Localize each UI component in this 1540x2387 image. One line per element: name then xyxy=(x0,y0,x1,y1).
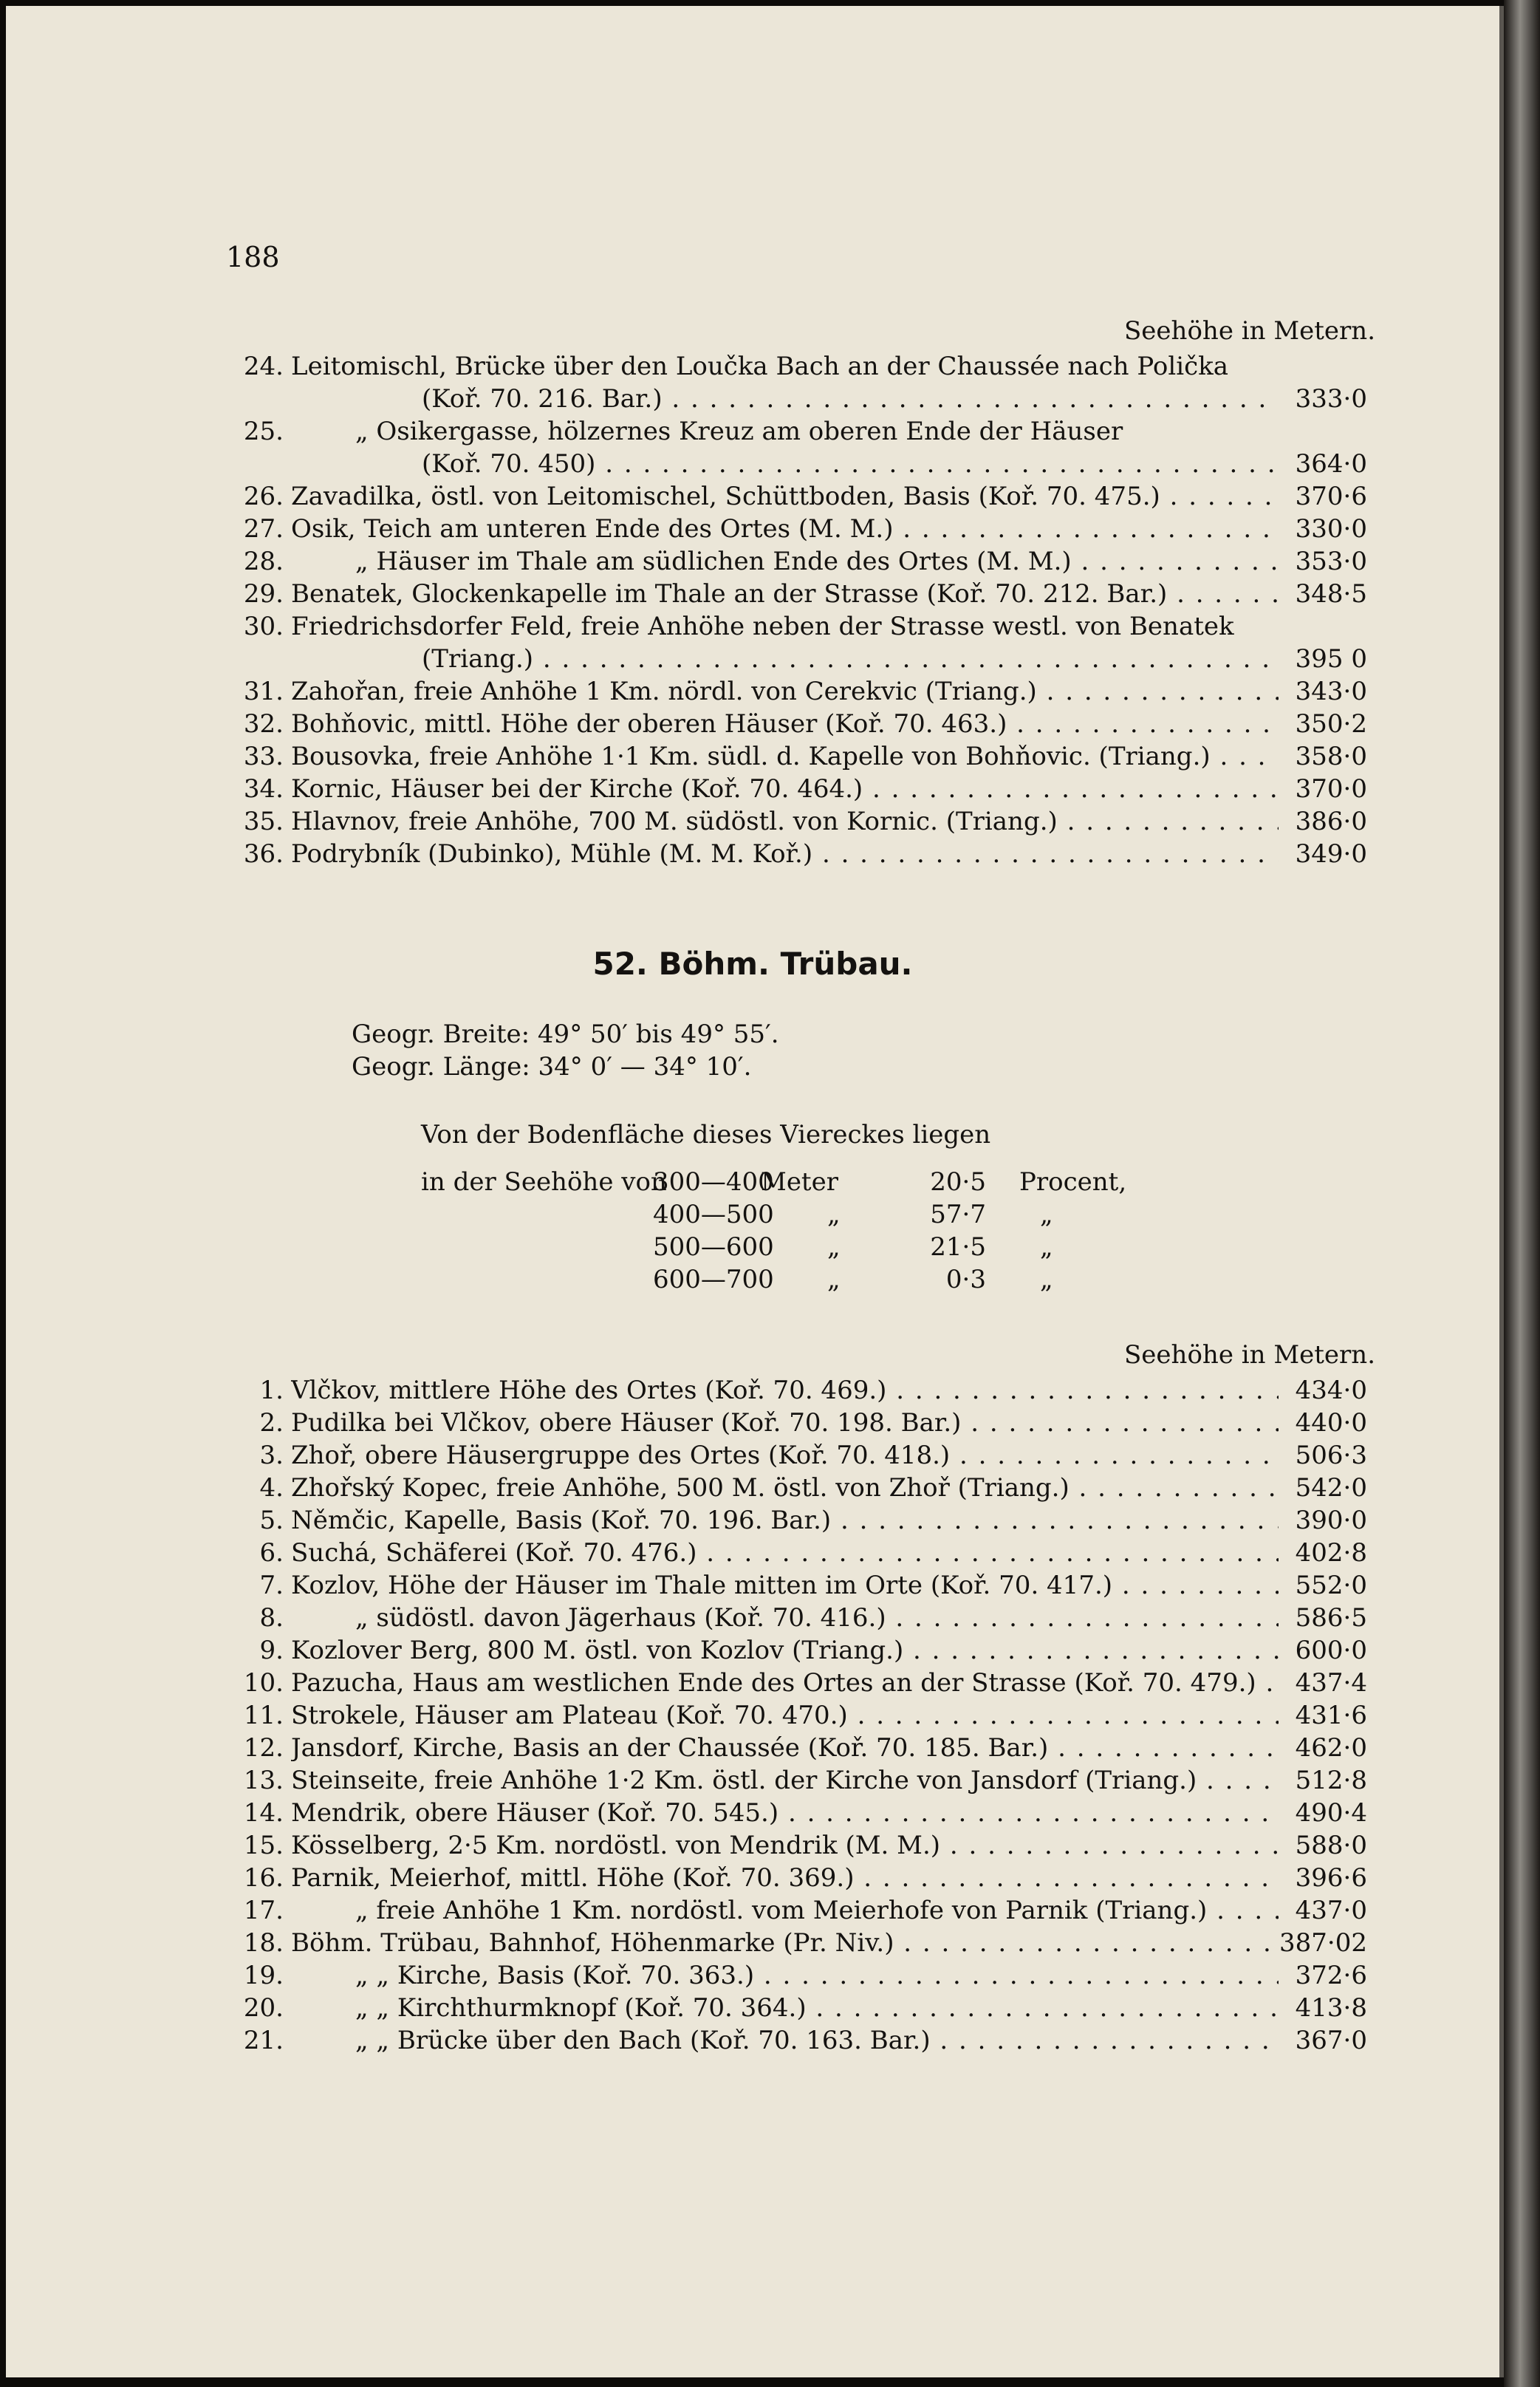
entry-number: 8. xyxy=(259,1603,284,1633)
entry-text: Friedrichsdorfer Feld, freie Anhöhe neben der Strasse westl. von Benatek xyxy=(291,612,1234,641)
entry-number: 34. xyxy=(243,774,284,804)
entry-text: „ südöstl. davon Jägerhaus (Koř. 70. 416.) . . . xyxy=(355,1602,1279,1634)
altitude-label: Procent, xyxy=(1019,1167,1127,1197)
altitude-range: 400—500 xyxy=(653,1200,774,1229)
book-spine-edge xyxy=(1504,0,1540,2387)
table-row xyxy=(226,480,1389,513)
entry-altitude: 600·0 xyxy=(1295,1636,1367,1665)
table-row xyxy=(226,1537,1389,1569)
entry-altitude: 387·02 xyxy=(1279,1928,1367,1958)
entry-altitude: 434·0 xyxy=(1295,1376,1367,1405)
entry-altitude: 330·0 xyxy=(1295,514,1367,544)
altitude-percent: 57·7 xyxy=(930,1200,986,1229)
entry-number: 10. xyxy=(243,1668,284,1698)
table-row xyxy=(226,1992,1389,2024)
entry-number: 1. xyxy=(259,1376,284,1405)
entry-text: „ Häuser im Thale am südlichen Ende des Ortes (M. M.) . . . xyxy=(355,545,1279,578)
entry-text: Podrybník (Dubinko), Mühle (M. M. Koř.) . . . xyxy=(291,838,1279,870)
entry-altitude: 386·0 xyxy=(1295,807,1367,836)
altitude-label: „ xyxy=(1040,1265,1053,1294)
entry-text: Němčic, Kapelle, Basis (Koř. 70. 196. Bar.) . . . xyxy=(291,1504,1279,1537)
entry-altitude: 437·0 xyxy=(1295,1896,1367,1925)
entry-altitude: 586·5 xyxy=(1295,1603,1367,1633)
entry-text: Zavadilka, östl. von Leitomischel, Schüttboden, Basis (Koř. 70. 475.) . . . xyxy=(291,480,1279,513)
entry-text: (Koř. 70. 450) . . . xyxy=(422,448,1279,480)
column-header-bottom: Seehöhe in Metern. xyxy=(1124,1340,1375,1370)
entry-number: 14. xyxy=(243,1798,284,1828)
table-row xyxy=(226,2024,1389,2057)
entry-text: „ „ Kirchthurmknopf (Koř. 70. 364.) . . . xyxy=(355,1992,1279,2024)
entry-text: „ freie Anhöhe 1 Km. nordöstl. vom Meierhofe von Parnik (Triang.) . . . xyxy=(355,1894,1279,1927)
entry-altitude: 353·0 xyxy=(1295,547,1367,576)
entry-altitude: 413·8 xyxy=(1295,1993,1367,2023)
geo-breite: Geogr. Breite: 49° 50′ bis 49° 55′. xyxy=(352,1020,779,1049)
entry-text: „ „ Kirche, Basis (Koř. 70. 363.) . . . xyxy=(355,1959,1279,1992)
altitude-percent: 20·5 xyxy=(930,1167,986,1197)
entry-text: Pazucha, Haus am westlichen Ende des Ortes an der Strasse (Koř. 70. 479.) . . . xyxy=(291,1667,1279,1699)
geo-laenge: Geogr. Länge: 34° 0′ — 34° 10′. xyxy=(352,1052,752,1082)
entry-altitude: 542·0 xyxy=(1295,1473,1367,1503)
entry-text: Böhm. Trübau, Bahnhof, Höhenmarke (Pr. Niv.) . . . xyxy=(291,1927,1279,1959)
altitude-percent: 21·5 xyxy=(930,1232,986,1262)
entry-text: Kozlov, Höhe der Häuser im Thale mitten im Orte (Koř. 70. 417.) . . . xyxy=(291,1569,1279,1602)
section-previous-entries xyxy=(226,350,1389,870)
entry-text: Benatek, Glockenkapelle im Thale an der Strasse (Koř. 70. 212. Bar.) . . . xyxy=(291,578,1279,610)
entry-altitude: 333·0 xyxy=(1295,384,1367,414)
table-row xyxy=(226,513,1389,545)
entry-number: 25. xyxy=(243,417,284,446)
entry-altitude: 372·6 xyxy=(1295,1961,1367,1990)
entry-altitude: 490·4 xyxy=(1295,1798,1367,1828)
entry-altitude: 349·0 xyxy=(1295,839,1367,869)
table-row xyxy=(226,1764,1389,1797)
table-row xyxy=(226,415,1389,448)
entry-altitude: 395 0 xyxy=(1295,644,1367,674)
table-row xyxy=(226,1407,1389,1439)
table-row xyxy=(226,1862,1389,1894)
entry-text: Zhoř, obere Häusergruppe des Ortes (Koř. 70. 418.) . . . xyxy=(291,1439,1279,1472)
entry-text: Hlavnov, freie Anhöhe, 700 M. südöstl. von Kornic. (Triang.) . . . xyxy=(291,805,1279,838)
entry-number: 2. xyxy=(259,1408,284,1438)
table-row xyxy=(226,805,1389,838)
entry-number: 5. xyxy=(259,1506,284,1535)
entry-text: Mendrik, obere Häuser (Koř. 70. 545.) . . . xyxy=(291,1797,1279,1829)
entry-number: 17. xyxy=(243,1896,284,1925)
entry-number: 12. xyxy=(243,1733,284,1763)
table-row xyxy=(226,610,1389,643)
altitude-unit: „ xyxy=(827,1200,841,1229)
entry-number: 36. xyxy=(243,839,284,869)
entry-number: 19. xyxy=(243,1961,284,1990)
entry-number: 27. xyxy=(243,514,284,544)
entry-text: „ „ Brücke über den Bach (Koř. 70. 163. Bar.) . . . xyxy=(355,2024,1279,2057)
entry-altitude: 390·0 xyxy=(1295,1506,1367,1535)
entry-number: 26. xyxy=(243,482,284,511)
entry-altitude: 350·2 xyxy=(1295,709,1367,739)
table-row xyxy=(226,708,1389,740)
table-row xyxy=(226,1894,1389,1927)
entry-altitude: 370·0 xyxy=(1295,774,1367,804)
entry-number: 35. xyxy=(243,807,284,836)
entry-altitude: 343·0 xyxy=(1295,677,1367,706)
entry-altitude: 440·0 xyxy=(1295,1408,1367,1438)
entry-text: Strokele, Häuser am Plateau (Koř. 70. 470.) . . . xyxy=(291,1699,1279,1732)
table-row xyxy=(226,773,1389,805)
table-row xyxy=(226,1602,1389,1634)
table-row xyxy=(226,545,1389,578)
entry-number: 13. xyxy=(243,1766,284,1795)
entry-number: 4. xyxy=(259,1473,284,1503)
entry-number: 6. xyxy=(259,1538,284,1568)
entry-text: Parnik, Meierhof, mittl. Höhe (Koř. 70. 369.) . . . xyxy=(291,1862,1279,1894)
table-row xyxy=(226,1569,1389,1602)
entry-text: Zhořský Kopec, freie Anhöhe, 500 M. östl. von Zhoř (Triang.) . . . xyxy=(291,1472,1279,1504)
entry-text: (Koř. 70. 216. Bar.) . . . xyxy=(422,383,1279,415)
table-row xyxy=(226,448,1389,480)
entry-number: 18. xyxy=(243,1928,284,1958)
entry-altitude: 431·6 xyxy=(1295,1701,1367,1730)
entry-number: 3. xyxy=(259,1441,284,1470)
entry-text: (Triang.) . . . xyxy=(422,643,1279,675)
entry-altitude: 402·8 xyxy=(1295,1538,1367,1568)
table-row xyxy=(226,740,1389,773)
altitude-label: „ xyxy=(1040,1232,1053,1262)
altitude-unit: „ xyxy=(827,1265,841,1294)
entry-number: 20. xyxy=(243,1993,284,2023)
entry-altitude: 512·8 xyxy=(1295,1766,1367,1795)
entry-number: 31. xyxy=(243,677,284,706)
entry-text: Pudilka bei Vlčkov, obere Häuser (Koř. 70. 198. Bar.) . . . xyxy=(291,1407,1279,1439)
table-row xyxy=(226,1374,1389,1407)
entry-altitude: 367·0 xyxy=(1295,2026,1367,2055)
entry-number: 7. xyxy=(259,1571,284,1600)
table-row xyxy=(226,383,1389,415)
entry-text: Steinseite, freie Anhöhe 1·2 Km. östl. der Kirche von Jansdorf (Triang.) . . . xyxy=(291,1764,1279,1797)
table-row xyxy=(226,1699,1389,1732)
entry-text: Vlčkov, mittlere Höhe des Ortes (Koř. 70. 469.) . . . xyxy=(291,1374,1279,1407)
area-intro: Von der Bodenfläche dieses Viereckes liegen xyxy=(421,1120,991,1150)
entry-text: Kozlover Berg, 800 M. östl. von Kozlov (Triang.) . . . xyxy=(291,1634,1279,1667)
table-row xyxy=(226,1927,1389,1959)
entry-number: 24. xyxy=(243,352,284,381)
table-row xyxy=(226,578,1389,610)
entry-text: Zahořan, freie Anhöhe 1 Km. nördl. von Cerekvic (Triang.) . . . xyxy=(291,675,1279,708)
table-row xyxy=(226,1439,1389,1472)
table-row xyxy=(226,838,1389,870)
entry-text: Osik, Teich am unteren Ende des Ortes (M. M.) . . . xyxy=(291,513,1279,545)
section-52-entries xyxy=(226,1374,1389,2057)
entry-altitude: 348·5 xyxy=(1295,579,1367,609)
entry-text: Bousovka, freie Anhöhe 1·1 Km. südl. d. Kapelle von Bohňovic. (Triang.) . . . xyxy=(291,740,1279,773)
table-row xyxy=(226,1959,1389,1992)
entry-altitude: 364·0 xyxy=(1295,449,1367,479)
entry-number: 9. xyxy=(259,1636,284,1665)
table-row xyxy=(226,1634,1389,1667)
entry-number: 32. xyxy=(243,709,284,739)
altitude-unit: Meter xyxy=(761,1167,838,1197)
altitude-range: 600—700 xyxy=(653,1265,774,1294)
entry-number: 11. xyxy=(243,1701,284,1730)
table-row xyxy=(226,1504,1389,1537)
entry-number: 30. xyxy=(243,612,284,641)
entry-altitude: 506·3 xyxy=(1295,1441,1367,1470)
table-row xyxy=(226,1732,1389,1764)
entry-text: Bohňovic, mittl. Höhe der oberen Häuser (Koř. 70. 463.) . . . xyxy=(291,708,1279,740)
entry-altitude: 370·6 xyxy=(1295,482,1367,511)
column-header-top: Seehöhe in Metern. xyxy=(1124,316,1375,346)
entry-text: Kösselberg, 2·5 Km. nordöstl. von Mendrik (M. M.) . . . xyxy=(291,1829,1279,1862)
page-number: 188 xyxy=(226,241,280,273)
entry-number: 16. xyxy=(243,1863,284,1893)
table-row xyxy=(226,643,1389,675)
table-row xyxy=(226,350,1389,383)
entry-altitude: 437·4 xyxy=(1295,1668,1367,1698)
entry-number: 15. xyxy=(243,1831,284,1860)
entry-text: „ Osikergasse, hölzernes Kreuz am oberen Ende der Häuser xyxy=(355,417,1123,446)
entry-number: 29. xyxy=(243,579,284,609)
entry-altitude: 552·0 xyxy=(1295,1571,1367,1600)
table-row xyxy=(226,1472,1389,1504)
altitude-percent: 0·3 xyxy=(945,1265,986,1294)
table-row xyxy=(226,1797,1389,1829)
entry-text: Jansdorf, Kirche, Basis an der Chaussée (Koř. 70. 185. Bar.) . . . xyxy=(291,1732,1279,1764)
entry-text: Kornic, Häuser bei der Kirche (Koř. 70. 464.) . . . xyxy=(291,773,1279,805)
altitude-range: 300—400 xyxy=(653,1167,774,1197)
table-row xyxy=(226,675,1389,708)
entry-altitude: 396·6 xyxy=(1295,1863,1367,1893)
table-row xyxy=(226,1667,1389,1699)
entry-altitude: 358·0 xyxy=(1295,742,1367,771)
altitude-label: „ xyxy=(1040,1200,1053,1229)
entry-number: 33. xyxy=(243,742,284,771)
entry-number: 28. xyxy=(243,547,284,576)
book-page xyxy=(6,6,1504,2377)
altitude-unit: „ xyxy=(827,1232,841,1262)
altitude-range: 500—600 xyxy=(653,1232,774,1262)
entry-altitude: 462·0 xyxy=(1295,1733,1367,1763)
table-row xyxy=(226,1829,1389,1862)
entry-number: 21. xyxy=(243,2026,284,2055)
entry-text: Suchá, Schäferei (Koř. 70. 476.) . . . xyxy=(291,1537,1279,1569)
entry-altitude: 588·0 xyxy=(1295,1831,1367,1860)
section-title: 52. Böhm. Trübau. xyxy=(592,946,913,982)
entry-text: Leitomischl, Brücke über den Loučka Bach an der Chaussée nach Polička xyxy=(291,352,1229,381)
altitude-prefix: in der Seehöhe von xyxy=(421,1167,667,1197)
